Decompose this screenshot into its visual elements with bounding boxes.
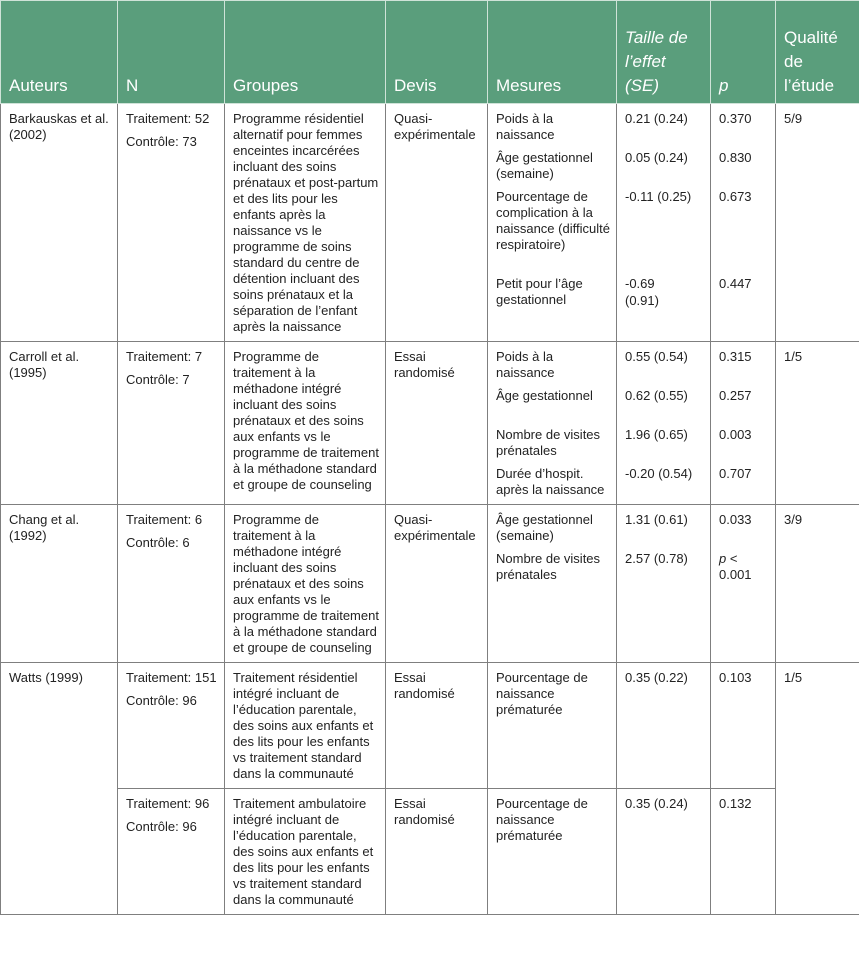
traitement-n: Traitement: 52 <box>126 111 210 126</box>
table-row <box>1 342 859 505</box>
p-item: 0.707 <box>719 466 752 481</box>
taille-item: 0.62 (0.55) <box>625 388 688 403</box>
mesure-item: Nombre de visites prénatales <box>496 551 601 582</box>
p-item: 0.370 <box>719 111 752 126</box>
header-groupes: Groupes <box>225 1 386 104</box>
auteurs-cell: Carroll et al. (1995) <box>1 342 118 505</box>
header-auteurs: Auteurs <box>1 1 118 104</box>
table-row <box>1 789 859 915</box>
p-item: 0.830 <box>719 150 752 165</box>
taille-item: -0.69 <box>625 276 655 291</box>
taille-cell <box>617 104 711 342</box>
mesure-item: Nombre de visites prénatales <box>496 427 601 458</box>
taille-cell <box>617 342 711 505</box>
n-cell <box>118 342 225 505</box>
traitement-n: Traitement: 6 <box>126 512 203 527</box>
table-row <box>1 663 859 789</box>
devis-cell: Essai randomisé <box>386 663 488 789</box>
mesure-item: Durée d’hospit. après la naissance <box>496 466 605 497</box>
taille-item: 2.57 (0.78) <box>625 551 688 566</box>
mesures-cell: Pourcentage de naissance prématurée <box>488 789 617 915</box>
mesure-item: Âge gestationnel <box>496 388 593 403</box>
taille-item: -0.11 (0.25) <box>625 189 692 204</box>
p-cell: 0.132 <box>711 789 776 915</box>
p-symbol: p <box>719 551 727 566</box>
mesures-cell <box>488 505 617 663</box>
taille-item: 0.21 (0.24) <box>625 111 688 126</box>
groupes-cell: Programme de traitement à la méthadone intégré incluant des soins prénataux et des soins aux enfants vs le programme de traitement à la méthadone standard et groupe de counseling <box>225 342 386 505</box>
taille-item: 0.05 (0.24) <box>625 150 688 165</box>
controle-n: Contrôle: 96 <box>126 693 197 708</box>
header-mesures: Mesures <box>488 1 617 104</box>
n-cell <box>118 663 225 789</box>
qualite-cell: 5/9 <box>776 104 859 342</box>
qualite-cell: 3/9 <box>776 505 859 663</box>
taille-item: 1.96 (0.65) <box>625 427 688 442</box>
taille-item: 0.55 (0.54) <box>625 349 688 364</box>
groupes-cell: Traitement résidentiel intégré incluant de l’éducation parentale, des soins aux enfants et des lits pour les enfants vs traitement standard dans la communauté <box>225 663 386 789</box>
header-devis: Devis <box>386 1 488 104</box>
qualite-cell: 1/5 <box>776 342 859 505</box>
mesure-item: Pourcentage de complication à la naissance (difficulté respiratoire) <box>496 189 610 252</box>
controle-n: Contrôle: 73 <box>126 134 197 149</box>
table-row <box>1 104 859 342</box>
table-row <box>1 505 859 663</box>
header-taille-effet: Taille de l’effet (SE) <box>617 1 711 104</box>
controle-n: Contrôle: 96 <box>126 819 197 834</box>
p-item: 0.257 <box>719 388 752 403</box>
p-cell <box>711 104 776 342</box>
p-item: 0.673 <box>719 189 752 204</box>
p-item <box>719 551 769 583</box>
mesures-cell <box>488 104 617 342</box>
auteurs-cell: Watts (1999) <box>1 663 118 915</box>
p-item: 0.003 <box>719 427 752 442</box>
taille-cell: 0.35 (0.22) <box>617 663 711 789</box>
controle-n: Contrôle: 7 <box>126 372 190 387</box>
mesure-item: Âge gestationnel (semaine) <box>496 150 593 181</box>
p-item: 0.447 <box>719 276 752 291</box>
mesure-item: Âge gestationnel (semaine) <box>496 512 593 543</box>
p-cell: 0.103 <box>711 663 776 789</box>
mesures-cell <box>488 342 617 505</box>
taille-item: (0.91) <box>625 293 659 308</box>
qualite-cell: 1/5 <box>776 663 859 915</box>
devis-cell: Essai randomisé <box>386 342 488 505</box>
devis-cell: Essai randomisé <box>386 789 488 915</box>
auteurs-cell: Chang et al. (1992) <box>1 505 118 663</box>
mesures-cell: Pourcentage de naissance prématurée <box>488 663 617 789</box>
p-cell <box>711 505 776 663</box>
p-cell <box>711 342 776 505</box>
p-value: < 0.001 <box>719 551 752 582</box>
p-item: 0.315 <box>719 349 752 364</box>
groupes-cell: Programme de traitement à la méthadone intégré incluant des soins prénataux et des soins aux enfants vs le programme de traitement à la méthadone standard et groupe de counseling <box>225 505 386 663</box>
n-cell <box>118 789 225 915</box>
devis-cell: Quasi-expérimentale <box>386 104 488 342</box>
devis-cell: Quasi-expérimentale <box>386 505 488 663</box>
p-item: 0.033 <box>719 512 752 527</box>
taille-cell: 0.35 (0.24) <box>617 789 711 915</box>
n-cell <box>118 505 225 663</box>
header-n: N <box>118 1 225 104</box>
auteurs-cell: Barkauskas et al. (2002) <box>1 104 118 342</box>
mesure-item: Petit pour l’âge gestationnel <box>496 276 583 307</box>
taille-item: 1.31 (0.61) <box>625 512 688 527</box>
mesure-item: Poids à la naissance <box>496 111 555 142</box>
header-p: p <box>711 1 776 104</box>
taille-item: -0.20 (0.54) <box>625 466 693 481</box>
mesure-item: Poids à la naissance <box>496 349 555 380</box>
groupes-cell: Programme résidentiel alternatif pour femmes enceintes incarcérées incluant des soins prénataux et post-partum et des lits pour les enfants après la naissance vs le programme de soins standard du centre de détention incluant des soins prénataux et la séparation de l’enfant après la naissance <box>225 104 386 342</box>
table-header <box>1 1 859 104</box>
n-cell <box>118 104 225 342</box>
traitement-n: Traitement: 151 <box>126 670 217 685</box>
taille-cell <box>617 505 711 663</box>
controle-n: Contrôle: 6 <box>126 535 190 550</box>
traitement-n: Traitement: 7 <box>126 349 203 364</box>
header-qualite: Qualité de l’étude <box>776 1 859 104</box>
traitement-n: Traitement: 96 <box>126 796 210 811</box>
groupes-cell: Traitement ambulatoire intégré incluant de l’éducation parentale, des soins aux enfants et des lits pour les enfants vs traitement standard dans la communauté <box>225 789 386 915</box>
